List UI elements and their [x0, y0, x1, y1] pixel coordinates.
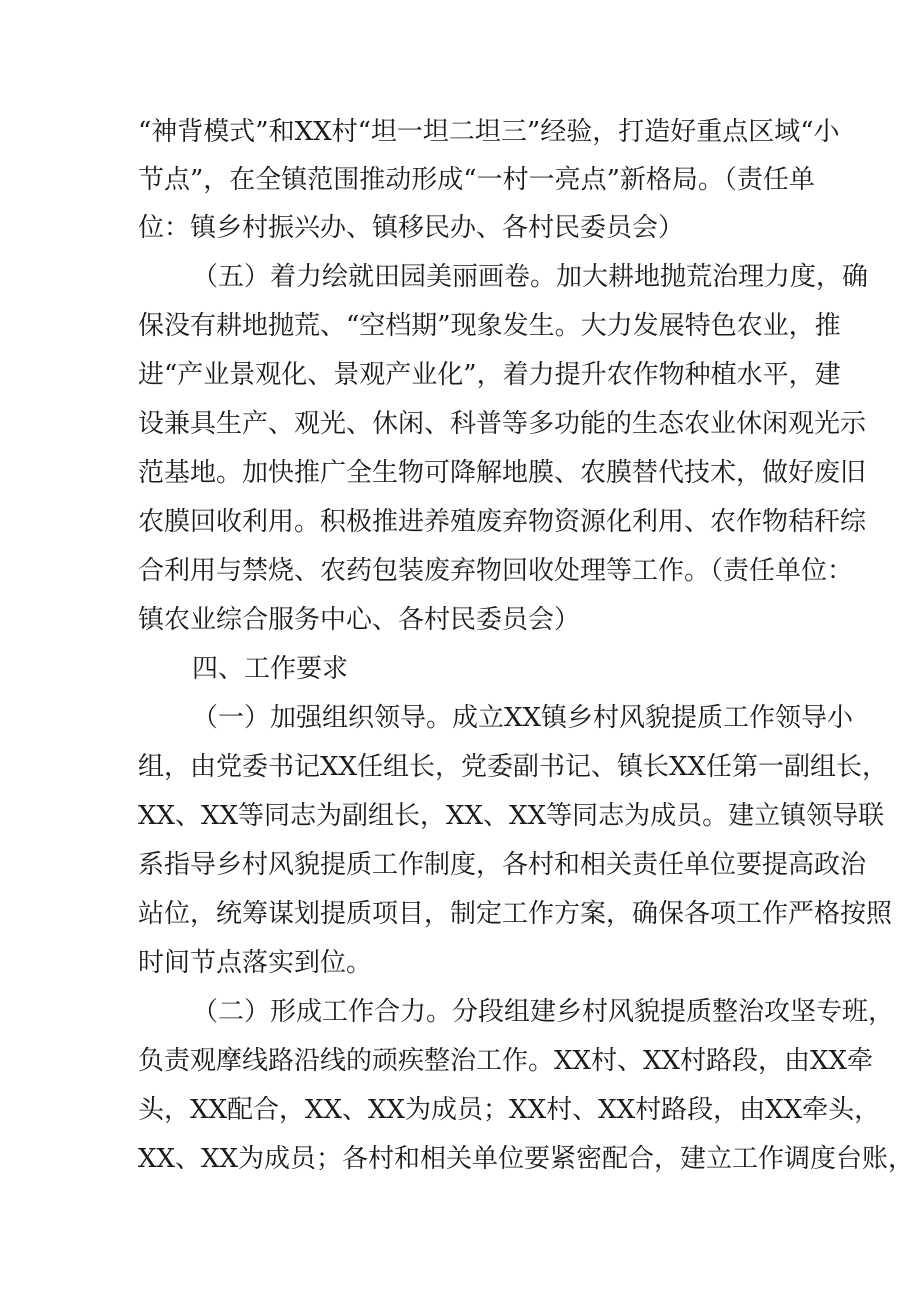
paragraph-heading-one: （一）加强组织领导。成立XX镇乡村风貌提质工作领导小 — [192, 703, 854, 733]
text-line: 保没有耕地抛荒、“空档期”现象发生。大力发展特色农业，推 — [138, 311, 841, 341]
text-line: 范基地。加快推广全生物可降解地膜、农膜替代技术，做好废旧 — [138, 458, 867, 488]
text-line: 设兼具生产、观光、休闲、科普等多功能的生态农业休闲观光示 — [138, 409, 867, 439]
section-heading: 四、工作要求 — [192, 654, 349, 684]
text-line: XX、XX为成员；各村和相关单位要紧密配合，建立工作调度台账， — [138, 1144, 915, 1174]
text-line: 合利用与禁烧、农药包装废弃物回收处理等工作。（责任单位： — [138, 556, 854, 586]
text-line: 头，XX配合，XX、XX为成员；XX村、XX村路段，由XX牵头， — [138, 1095, 881, 1125]
text-line: 负责观摩线路沿线的顽疾整治工作。XX村、XX村路段，由XX牵 — [138, 1046, 874, 1076]
text-line: 镇农业综合服务中心、各村民委员会） — [138, 605, 581, 635]
text-line: 进“产业景观化、景观产业化”，着力提升农作物种植水平，建 — [138, 360, 841, 390]
text-line: 系指导乡村风貌提质工作制度，各村和相关责任单位要提高政治 — [138, 850, 867, 880]
text-line: 节点”，在全镇范围推动形成“一村一亮点”新格局。（责任单 — [138, 165, 815, 195]
text-line: 站位，统筹谋划提质项目，制定工作方案，确保各项工作严格按照 — [138, 899, 893, 929]
paragraph-heading-two: （二）形成工作合力。分段组建乡村风貌提质整治攻坚专班， — [192, 997, 895, 1027]
text-line: 组，由党委书记XX任组长，党委副书记、镇长XX任第一副组长， — [138, 752, 889, 782]
paragraph-heading-five: （五）着力绘就田园美丽画卷。加大耕地抛荒治理力度，确 — [192, 262, 869, 292]
text-line: 时间节点落实到位。 — [138, 948, 373, 978]
text-line: 位：镇乡村振兴办、镇移民办、各村民委员会） — [138, 213, 685, 243]
text-line: 农膜回收利用。积极推进养殖废弃物资源化利用、农作物秸秆综 — [138, 507, 867, 537]
text-line: “神背模式”和XX村“坦一坦二坦三”经验，打造好重点区域“小 — [138, 117, 840, 147]
text-line: XX、XX等同志为副组长，XX、XX等同志为成员。建立镇领导联 — [138, 801, 885, 831]
